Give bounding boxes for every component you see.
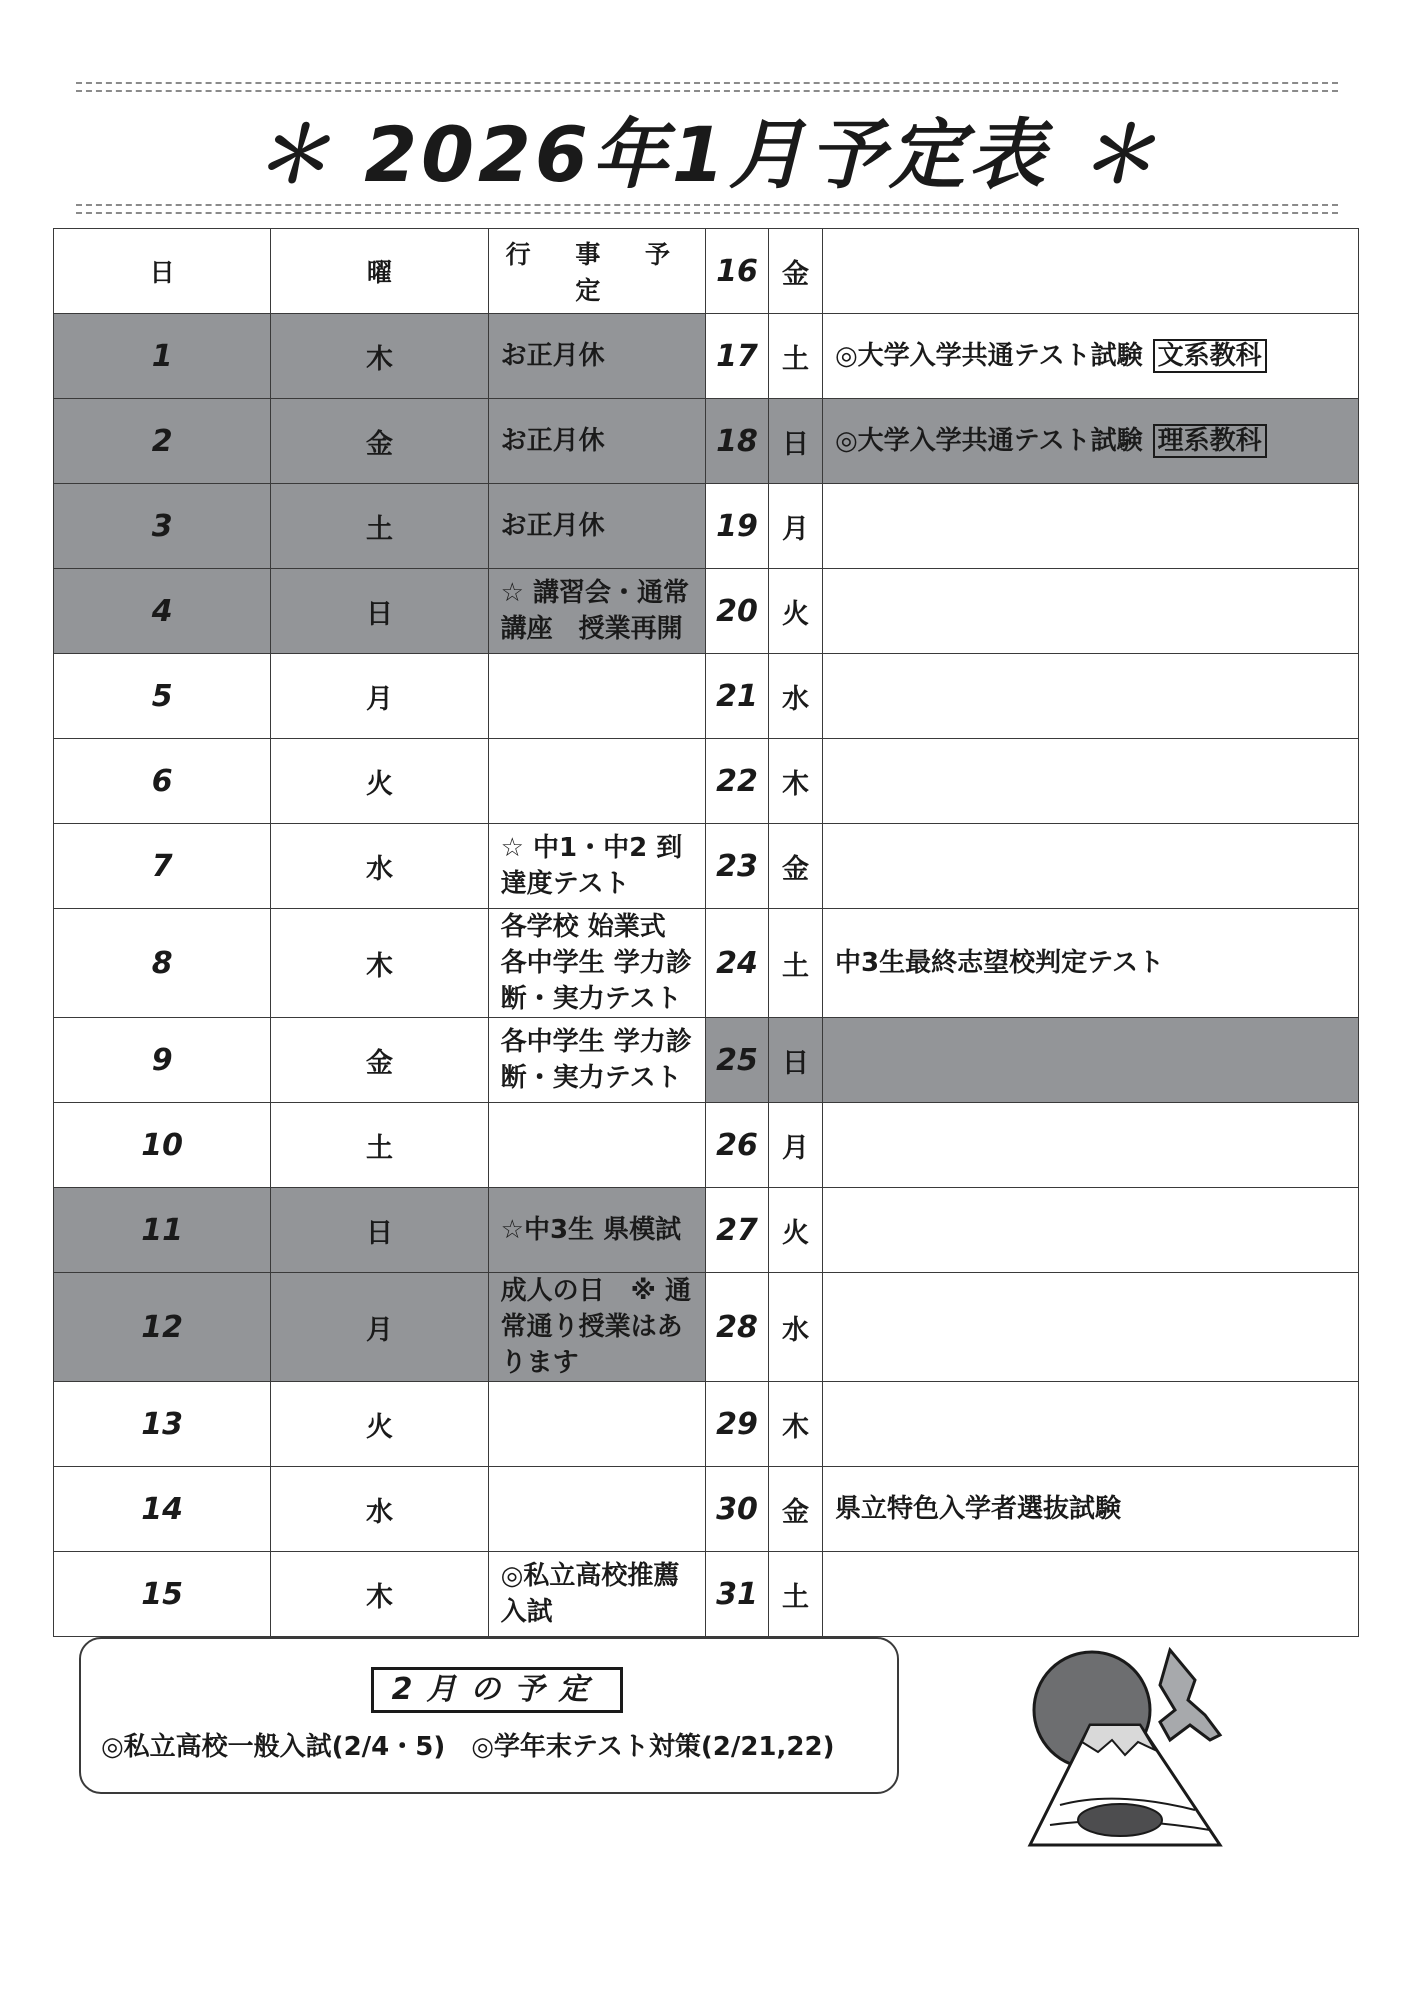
weekday-cell: 土 [271,484,488,569]
february-schedule-box [79,1637,899,1794]
events-header: 行 事 予 定 [488,229,705,314]
weekday-cell: 日 [271,569,488,654]
weekday-header: 曜 [271,229,488,314]
weekday-cell: 土 [271,1103,488,1188]
event-text: ◎大学入学共通テスト試験 [835,426,1143,456]
event-text: ◎私立高校推薦入試 [500,1561,680,1627]
day-number: 29 [706,1382,769,1467]
weekday-cell: 木 [769,1382,823,1467]
weekday-cell: 土 [769,314,823,399]
weekday-cell: 木 [769,739,823,824]
weekday-cell: 木 [271,314,488,399]
table-row [54,1382,1359,1467]
table-row [54,314,1359,399]
day-number: 21 [706,654,769,739]
day-number: 22 [706,739,769,824]
weekday-cell: 金 [271,1018,488,1103]
event-text: お正月休 [500,341,605,371]
day-number: 31 [706,1552,769,1637]
event-text: 成人の日 ※ 通常通り授業はあります [500,1276,691,1378]
table-row [54,1273,1359,1382]
weekday-cell: 火 [769,569,823,654]
calendar-table [53,228,1359,1637]
weekday-cell: 金 [769,229,823,314]
weekday-cell: 水 [271,824,488,909]
day-number: 14 [54,1467,271,1552]
event-text: ◎大学入学共通テスト試験 [835,341,1143,371]
event-cell [823,654,1359,739]
table-row [54,1103,1359,1188]
event-cell [488,1188,705,1273]
event-text: ☆中3生 県模試 [500,1215,682,1245]
event-cell [823,399,1359,484]
february-schedule-text: ◎私立高校一般入試(2/4・5) ◎学年末テスト対策(2/21,22) [101,1732,835,1762]
table-row [54,739,1359,824]
day-number: 20 [706,569,769,654]
event-text: 各中学生 学力診断・実力テスト [500,948,692,1014]
subject-tag: 文系教科 [1153,339,1267,373]
day-number: 5 [54,654,271,739]
event-cell [488,1467,705,1552]
event-cell [823,739,1359,824]
event-cell [823,314,1359,399]
event-cell [488,1552,705,1637]
day-number: 13 [54,1382,271,1467]
weekday-cell: 月 [769,484,823,569]
event-cell [488,484,705,569]
page-title: ＊ 2026年1月予定表 ＊ [253,110,1160,199]
event-text: 県立特色入学者選抜試験 [835,1494,1122,1524]
day-number: 25 [706,1018,769,1103]
top-divider [76,82,1338,92]
weekday-cell: 水 [271,1467,488,1552]
day-number: 6 [54,739,271,824]
new-year-illustration [1020,1640,1260,1860]
weekday-cell: 水 [769,1273,823,1382]
table-row [54,1467,1359,1552]
day-number: 2 [54,399,271,484]
day-number: 10 [54,1103,271,1188]
day-number: 9 [54,1018,271,1103]
table-row [54,1552,1359,1637]
event-cell [823,229,1359,314]
day-number: 30 [706,1467,769,1552]
day-number: 17 [706,314,769,399]
event-cell [488,569,705,654]
event-cell [488,314,705,399]
event-cell [823,1188,1359,1273]
weekday-cell: 金 [271,399,488,484]
event-text: 各中学生 学力診断・実力テスト [500,1027,692,1093]
table-row [54,909,1359,1018]
day-number: 26 [706,1103,769,1188]
day-number: 12 [54,1273,271,1382]
event-cell [488,654,705,739]
event-text: 中3生最終志望校判定テスト [835,948,1165,978]
event-text: ☆ 中1・中2 到達度テスト [500,833,683,899]
table-row [54,654,1359,739]
day-number: 8 [54,909,271,1018]
weekday-cell: 月 [271,654,488,739]
weekday-cell: 月 [271,1273,488,1382]
day-number: 4 [54,569,271,654]
day-number: 16 [706,229,769,314]
weekday-cell: 日 [769,1018,823,1103]
eggplant-icon [1078,1804,1162,1836]
event-cell [823,569,1359,654]
weekday-cell: 月 [769,1103,823,1188]
table-header-row [54,229,1359,314]
day-number: 3 [54,484,271,569]
table-row [54,399,1359,484]
day-number: 18 [706,399,769,484]
event-cell [488,1018,705,1103]
table-row [54,484,1359,569]
weekday-cell: 土 [769,909,823,1018]
weekday-cell: 火 [769,1188,823,1273]
event-cell [823,484,1359,569]
event-cell [488,1273,705,1382]
table-row [54,1018,1359,1103]
event-cell [823,824,1359,909]
event-cell [488,399,705,484]
day-number: 23 [706,824,769,909]
event-cell [823,1273,1359,1382]
weekday-cell: 日 [769,399,823,484]
title-bottom-divider [76,204,1338,214]
event-cell [488,909,705,1018]
table-row [54,1188,1359,1273]
event-cell [488,824,705,909]
weekday-cell: 木 [271,1552,488,1637]
subject-tag: 理系教科 [1153,424,1267,458]
day-number: 19 [706,484,769,569]
weekday-cell: 土 [769,1552,823,1637]
weekday-cell: 木 [271,909,488,1018]
event-cell [823,1103,1359,1188]
event-cell [488,1382,705,1467]
day-number: 7 [54,824,271,909]
weekday-cell: 火 [271,739,488,824]
event-text: ☆ 講習会・通常講座 授業再開 [500,578,690,644]
weekday-cell: 金 [769,824,823,909]
event-text: お正月休 [500,426,605,456]
day-number: 27 [706,1188,769,1273]
weekday-cell: 日 [271,1188,488,1273]
day-header: 日 [54,229,271,314]
table-row [54,569,1359,654]
day-number: 15 [54,1552,271,1637]
day-number: 1 [54,314,271,399]
weekday-cell: 火 [271,1382,488,1467]
day-number: 28 [706,1273,769,1382]
event-cell [823,1382,1359,1467]
event-cell [823,1552,1359,1637]
table-row [54,824,1359,909]
weekday-cell: 水 [769,654,823,739]
day-number: 24 [706,909,769,1018]
event-cell [823,909,1359,1018]
weekday-cell: 金 [769,1467,823,1552]
event-text: お正月休 [500,511,605,541]
event-text: 各学校 始業式 [500,912,666,942]
february-schedule-title: 2月の予定 [371,1667,623,1713]
event-cell [488,739,705,824]
day-number: 11 [54,1188,271,1273]
event-cell [823,1018,1359,1103]
hawk-icon [1160,1650,1220,1740]
event-cell [488,1103,705,1188]
event-cell [823,1467,1359,1552]
